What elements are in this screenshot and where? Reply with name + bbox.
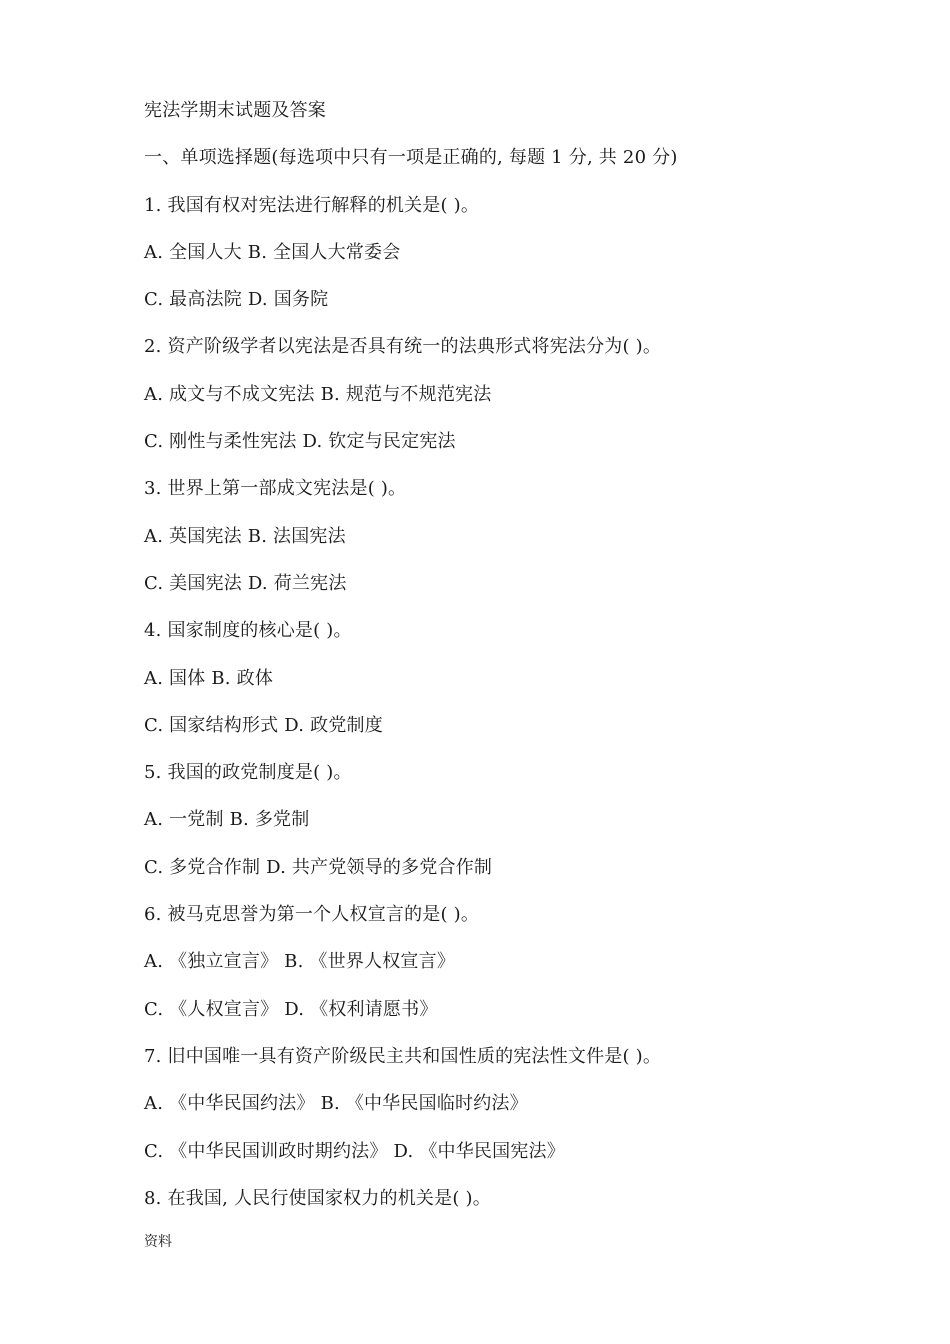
question-2-options-ab: A. 成文与不成文宪法 B. 规范与不规范宪法 bbox=[144, 383, 492, 405]
question-3-options-cd: C. 美国宪法 D. 荷兰宪法 bbox=[144, 572, 347, 594]
question-1-options-cd: C. 最高法院 D. 国务院 bbox=[144, 289, 329, 311]
question-4: 4. 国家制度的核心是( )。 bbox=[144, 620, 352, 642]
question-4-options-ab: A. 国体 B. 政体 bbox=[144, 667, 274, 689]
question-2-options-cd: C. 刚性与柔性宪法 D. 钦定与民定宪法 bbox=[144, 431, 456, 453]
section-heading: 一、单项选择题(每选项中只有一项是正确的, 每题 1 分, 共 20 分) bbox=[144, 147, 678, 169]
question-6-options-cd: C. 《人权宣言》 D. 《权利请愿书》 bbox=[144, 998, 438, 1020]
document-title: 宪法学期末试题及答案 bbox=[144, 100, 326, 121]
question-4-options-cd: C. 国家结构形式 D. 政党制度 bbox=[144, 714, 383, 736]
question-5: 5. 我国的政党制度是( )。 bbox=[144, 762, 352, 784]
question-5-options-cd: C. 多党合作制 D. 共产党领导的多党合作制 bbox=[144, 856, 493, 878]
question-7-options-cd: C. 《中华民国训政时期约法》 D. 《中华民国宪法》 bbox=[144, 1140, 565, 1162]
question-3: 3. 世界上第一部成文宪法是( )。 bbox=[144, 478, 407, 500]
question-3-options-ab: A. 英国宪法 B. 法国宪法 bbox=[144, 525, 346, 547]
question-1-options-ab: A. 全国人大 B. 全国人大常委会 bbox=[144, 241, 401, 263]
question-6: 6. 被马克思誉为第一个人权宣言的是( )。 bbox=[144, 904, 480, 926]
question-1: 1. 我国有权对宪法进行解释的机关是( )。 bbox=[144, 194, 480, 216]
question-6-options-ab: A. 《独立宣言》 B. 《世界人权宣言》 bbox=[144, 951, 456, 973]
question-8: 8. 在我国, 人民行使国家权力的机关是( )。 bbox=[144, 1187, 491, 1209]
question-2: 2. 资产阶级学者以宪法是否具有统一的法典形式将宪法分为( )。 bbox=[144, 336, 662, 358]
page-footer: 资料 bbox=[144, 1234, 172, 1250]
document-content bbox=[144, 94, 864, 1229]
question-7: 7. 旧中国唯一具有资产阶级民主共和国性质的宪法性文件是( )。 bbox=[144, 1045, 662, 1067]
question-7-options-ab: A. 《中华民国约法》 B. 《中华民国临时约法》 bbox=[144, 1093, 528, 1115]
question-5-options-ab: A. 一党制 B. 多党制 bbox=[144, 809, 310, 831]
